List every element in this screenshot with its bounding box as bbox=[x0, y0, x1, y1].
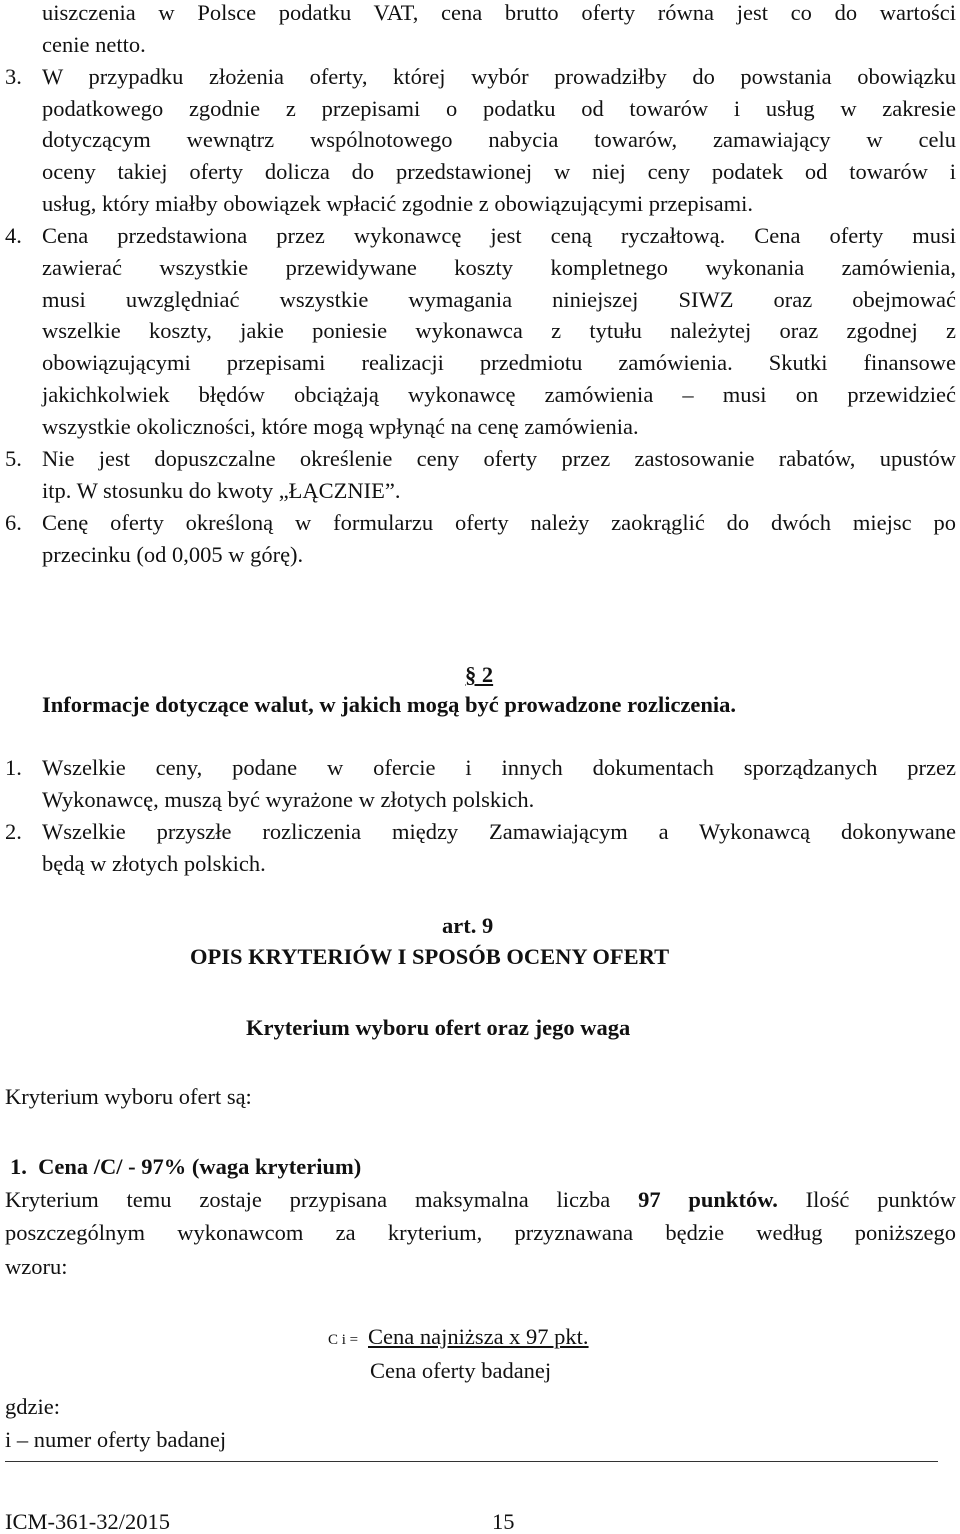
section-title: Informacje dotyczące walut, w jakich mogą być prowadzone rozliczenia. bbox=[42, 692, 737, 717]
criterion-text: Kryterium temu zostaje przypisana maksymalna liczba bbox=[5, 1187, 639, 1212]
section-mark: § 2 bbox=[465, 662, 494, 687]
list-item-number: 5. bbox=[5, 446, 22, 471]
article-title: OPIS KRYTERIÓW I SPOSÓB OCENY OFERT bbox=[190, 944, 670, 969]
list-item-line: W przypadku złożenia oferty, której wybór prowadziłby do powstania obowiązku bbox=[42, 64, 956, 89]
formula-denominator: Cena oferty badanej bbox=[370, 1358, 552, 1383]
list-item-line: itp. W stosunku do kwoty „ŁĄCZNIE”. bbox=[42, 478, 401, 503]
list-item-line: musi uwzględniać wszystkie wymagania niniejszej SIWZ oraz obejmować bbox=[42, 287, 956, 312]
article-label: art. 9 bbox=[442, 913, 494, 938]
list-item-line: podatkowego zgodnie z przepisami o podatku od towarów i usług w zakresie bbox=[42, 96, 956, 121]
list-item-line: wszelkie koszty, jakie poniesie wykonawca z tytułu należytej oraz zgodnej z bbox=[42, 318, 956, 343]
list-item-number: 2. bbox=[5, 819, 22, 844]
criterion-heading: 1. Cena /C/ - 97% (waga kryterium) bbox=[10, 1154, 362, 1179]
list-item-line: Nie jest dopuszczalne określenie ceny oferty przez zastosowanie rabatów, upustów bbox=[42, 446, 956, 471]
criterion-text: Ilość punktów bbox=[777, 1187, 956, 1212]
footer-doc-id: ICM-361-32/2015 bbox=[5, 1509, 170, 1534]
list-item-number: 6. bbox=[5, 510, 22, 535]
criterion-paragraph-line: poszczególnym wykonawcom za kryterium, przyznawana będzie według poniższego bbox=[5, 1220, 956, 1245]
list-item-line: będą w złotych polskich. bbox=[42, 851, 266, 876]
continuation-line: cenie netto. bbox=[42, 32, 146, 57]
footer-page-number: 15 bbox=[492, 1509, 515, 1534]
list-item-line: Wszelkie ceny, podane w ofercie i innych dokumentach sporządzanych przez bbox=[42, 755, 956, 780]
continuation-line: uiszczenia w Polsce podatku VAT, cena brutto oferty równa jest co do wartości bbox=[42, 0, 956, 25]
list-item-line: oceny takiej oferty dolicza do przedstawionej w niej ceny podatek od towarów i bbox=[42, 159, 956, 184]
list-item-number: 4. bbox=[5, 223, 22, 248]
footer-divider bbox=[5, 1461, 938, 1462]
formula-lhs: C i = bbox=[328, 1332, 359, 1348]
list-item-number: 3. bbox=[5, 64, 22, 89]
where-label: gdzie: bbox=[5, 1394, 60, 1419]
formula-numerator: Cena najniższa x 97 pkt. bbox=[368, 1324, 589, 1349]
criterion-paragraph-line: wzoru: bbox=[5, 1254, 68, 1279]
list-item-line: jakichkolwiek błędów obciążają wykonawcę zamówienia – musi on przewidzieć bbox=[42, 382, 956, 407]
list-item-line: przecinku (od 0,005 w górę). bbox=[42, 542, 304, 567]
article-subtitle: Kryterium wyboru ofert oraz jego waga bbox=[246, 1015, 631, 1040]
criterion-points: 97 punktów. bbox=[638, 1187, 778, 1212]
list-item-number: 1. bbox=[5, 755, 22, 780]
criteria-intro: Kryterium wyboru ofert są: bbox=[5, 1084, 252, 1109]
list-item-line: zawierać wszystkie przewidywane koszty kompletnego wykonania zamówienia, bbox=[42, 255, 956, 280]
list-item-line: Wykonawcę, muszą być wyrażone w złotych polskich. bbox=[42, 787, 535, 812]
criterion-paragraph-line bbox=[5, 1189, 956, 1212]
list-item-line: dotyczącym wewnątrz wspólnotowego nabycia towarów, zamawiający w celu bbox=[42, 127, 956, 152]
list-item-line: Cena przedstawiona przez wykonawcę jest ceną ryczałtową. Cena oferty musi bbox=[42, 223, 956, 248]
list-item-line: obowiązującymi przepisami realizacji przedmiotu zamówienia. Skutki finansowe bbox=[42, 350, 956, 375]
list-item-line: Cenę oferty określoną w formularzu oferty należy zaokrąglić do dwóch miejsc po bbox=[42, 510, 956, 535]
list-item-line: wszystkie okoliczności, które mogą wpłynąć na cenę zamówienia. bbox=[42, 414, 639, 439]
where-item: i – numer oferty badanej bbox=[5, 1427, 227, 1452]
list-item-line: Wszelkie przyszłe rozliczenia między Zamawiającym a Wykonawcą dokonywane bbox=[42, 819, 956, 844]
list-item-line: usług, który miałby obowiązek wpłacić zgodnie z obowiązującymi przepisami. bbox=[42, 191, 754, 216]
